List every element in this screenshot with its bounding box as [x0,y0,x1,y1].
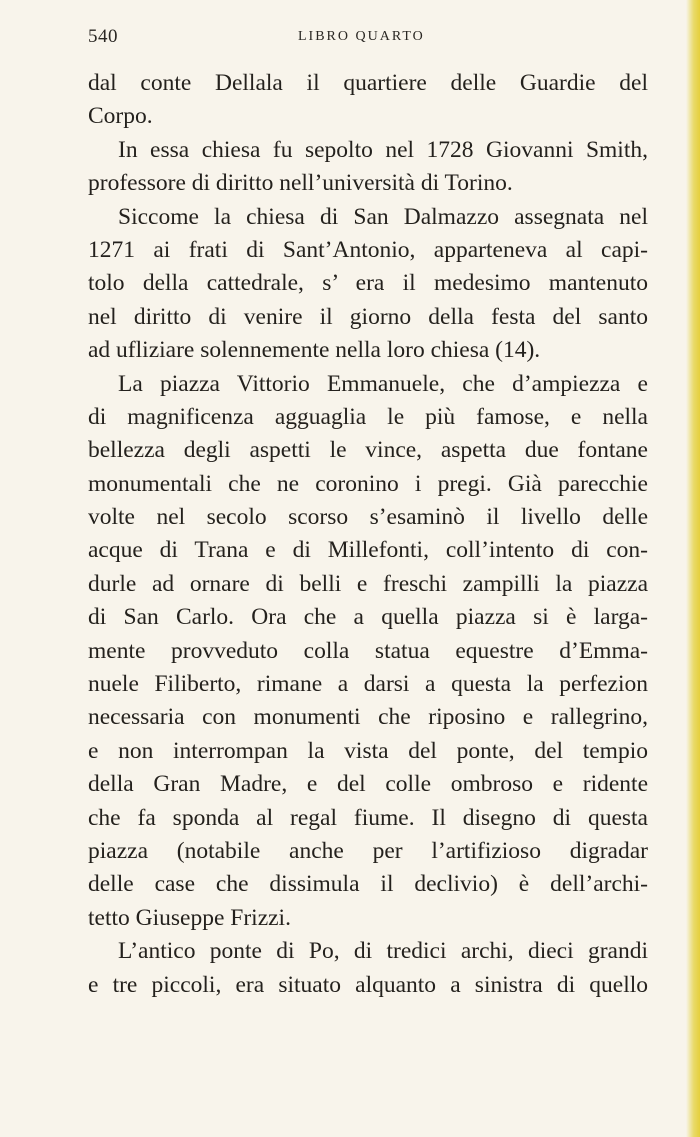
text-line: bellezza degli aspetti le vince, aspetta due fontane [88,437,648,464]
paragraph-2 [88,134,648,201]
text-line: necessaria con monumenti che riposino e rallegrino, [88,704,648,731]
paragraph-3 [88,201,648,368]
text-line: di magnificenza agguaglia le più famose, e nella [88,403,648,430]
page-number: 540 [88,26,118,47]
text-line: di San Carlo. Ora che a quella piazza si è larga- [88,604,648,631]
text-line: durle ad ornare di belli e freschi zampilli la piazza [88,570,648,597]
text-line: piazza (notabile anche per l’artifizioso digradar [88,837,648,864]
text-line: monumentali che ne coronino i pregi. Già parecchie [88,470,648,497]
page-edge [686,0,700,1137]
text-line: tolo della cattedrale, s’ era il medesimo mantenuto [88,270,648,297]
text-line: Corpo. [88,103,153,130]
text-line: acque di Trana e di Millefonti, coll’intento di con- [88,537,648,564]
text-line: e non interrompan la vista del ponte, del tempio [88,737,648,764]
text-line: che fa sponda al regal fiume. Il disegno di questa [88,804,648,831]
paragraph-1 [88,67,648,134]
page-header [88,26,648,52]
text-line: 1271 ai frati di Sant’Antonio, apparteneva al capi- [88,236,648,263]
text-line: professore di diritto nell’università di Torino. [88,170,513,197]
text-line: nel diritto di venire il giorno della festa del santo [88,303,648,330]
running-head: LIBRO QUARTO [298,29,425,44]
text-line: della Gran Madre, e del colle ombroso e ridente [88,771,648,798]
paragraph-5 [88,935,648,1002]
text-line: In essa chiesa fu sepolto nel 1728 Giovanni Smith, [118,136,648,163]
text-line: La piazza Vittorio Emmanuele, che d’ampiezza e [118,370,648,397]
text-line: e tre piccoli, era situato alquanto a sinistra di quello [88,971,648,998]
text-line: Siccome la chiesa di San Dalmazzo assegnata nel [118,203,648,230]
text-line: ad ufliziare solennemente nella loro chiesa (14). [88,337,541,364]
text-line: L’antico ponte di Po, di tredici archi, dieci grandi [118,938,648,965]
text-line: nuele Filiberto, rimane a darsi a questa la perfezion [88,671,648,698]
text-line: tetto Giuseppe Frizzi. [88,904,291,931]
text-line: delle case che dissimula il declivio) è dell’archi- [88,871,648,898]
text-line: volte nel secolo scorso s’esaminò il livello delle [88,504,648,531]
body-text [88,67,648,1002]
text-line: mente provveduto colla statua equestre d’Emma- [88,637,648,664]
paragraph-4 [88,368,648,936]
text-line: dal conte Dellala il quartiere delle Guardie del [88,70,648,96]
